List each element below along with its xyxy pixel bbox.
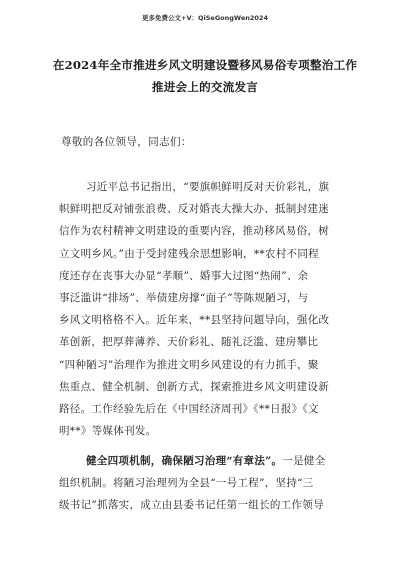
paragraph-line: 立文明乡风。”由于受封建残余思想影响，**农村不同程	[59, 247, 319, 260]
paragraph-line: 明**》等媒体刊发。	[59, 425, 157, 438]
paragraph-line: 级书记”抓落实，成立由县委书记任第一组长的工作领导	[59, 499, 324, 512]
paragraph-line: 帜鲜明把反对铺张浪费、反对婚丧大操大办、抵制封建迷	[59, 203, 329, 216]
paragraph-1	[59, 176, 354, 442]
paragraph-2	[59, 450, 354, 517]
paragraph-line: 乡风文明格格不入。近年来，**县坚持问题导向，强化改	[59, 314, 330, 327]
paragraph-line: 度还存在丧事大办显“孝顺”、婚事大过图“热闹”、余	[59, 269, 309, 282]
salutation: 尊敬的各位领导，同志们：	[61, 136, 192, 148]
paragraph-lead-text: 一是健全	[282, 455, 326, 467]
section-heading: 健全四项机制，确保陋习治理“有章法”。	[86, 455, 283, 467]
paragraph-line: 焦重点、健全机制、创新方式，探索推进乡风文明建设新	[59, 380, 329, 393]
paragraph-line: 信作为农村精神文明建设的重要内容，推动移风易俗，树	[59, 225, 329, 238]
header-note: 更多免费公文+V：QiSeGongWen2024	[142, 14, 268, 22]
document-title-line-2: 推进会上的交流发言	[151, 80, 259, 94]
paragraph-line: 习近平总书记指出，“要旗帜鲜明反对天价彩礼，旗	[86, 181, 330, 193]
paragraph-line: “四种陋习”治理作为推进文明乡风建设的有力抓手，聚	[59, 358, 319, 371]
paragraph-line: 革创新，把厚葬薄养、天价彩礼、随礼泛滥、建房攀比	[59, 336, 319, 349]
paragraph-line: 组织机制。将陋习治理列为全县“一号工程”，坚持“三	[59, 477, 314, 490]
document-title-line-1: 在2024年全市推进乡风文明建设暨移风易俗专项整治工作	[52, 58, 358, 72]
paragraph-line: 路径。工作经验先后在《中国经济周刊》《**日报》《文	[59, 402, 319, 415]
paragraph-lead-line	[59, 450, 354, 472]
paragraph-line: 事泛滥讲“排场”、举债建房撑“面子”等陈规陋习，与	[59, 291, 309, 304]
